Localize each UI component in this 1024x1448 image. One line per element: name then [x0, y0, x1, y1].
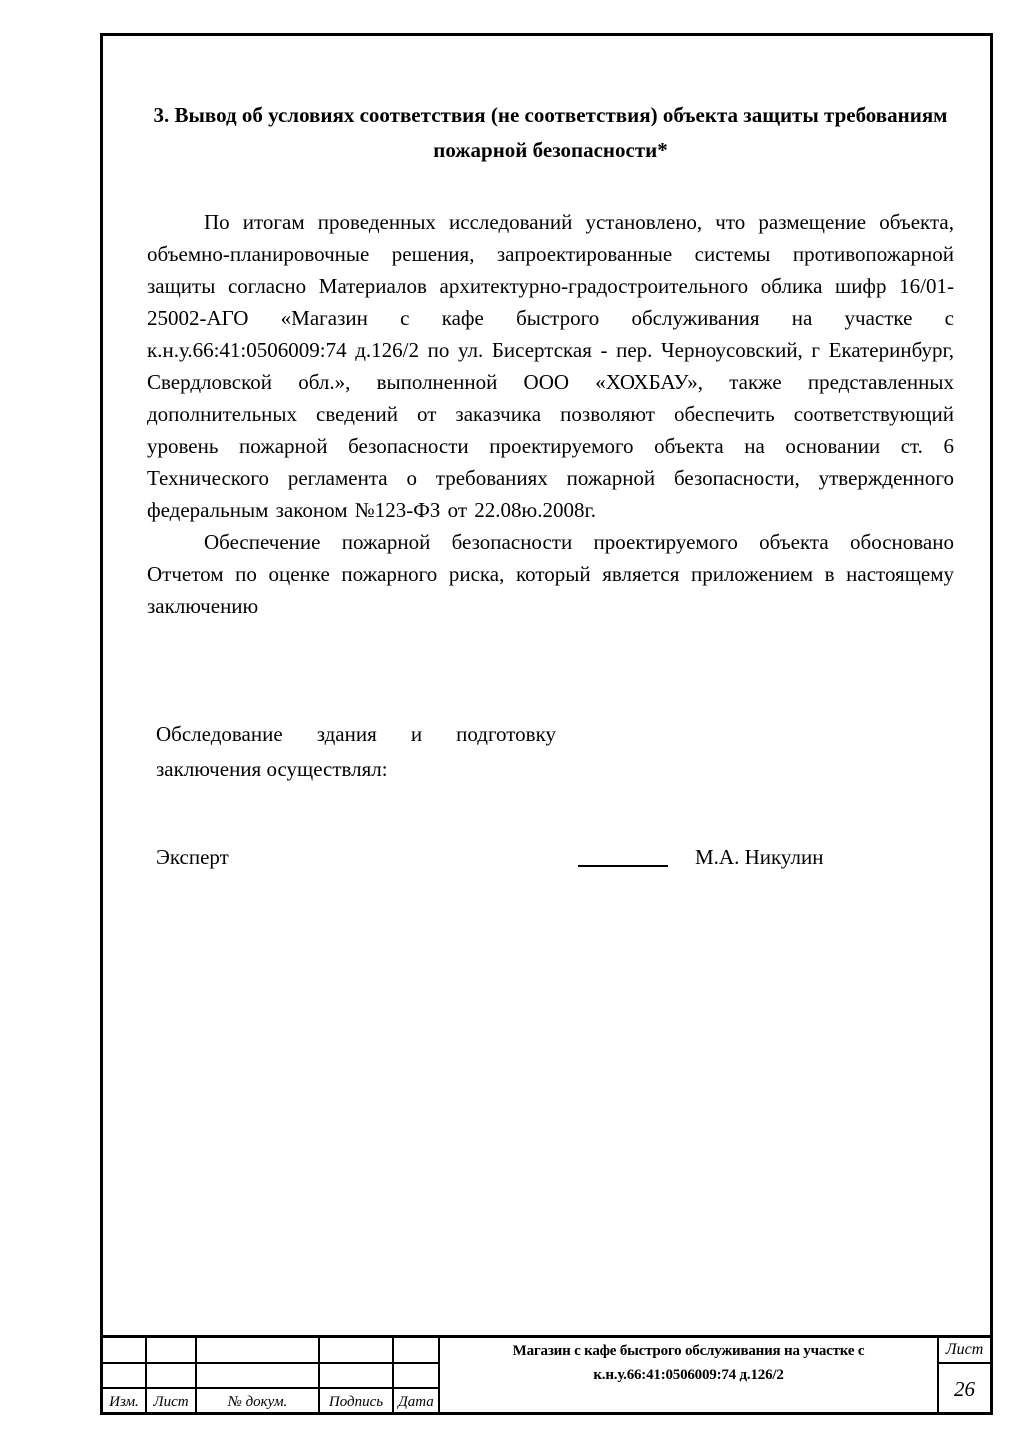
body-paragraph-1: По итогам проведенных исследований установлено, что размещение объекта, объемно-планировочные решения, запроектированные системы противопожарной защиты согласно Материалов архитектурно-градостроительного облика шифр 16/01-25002-АГО «Магазин с кафе быстрого обслуживания на участке с к.н.у.66:41:0506009:74 д.126/2 по ул. Бисертская - пер. Черноусовский, г Екатеринбург, Свердловской обл.», выполненной ООО «ХОХБАУ», также представленных дополнительных сведений от заказчика позволяют обеспечить соответствующий уровень пожарной безопасности проектируемого объекта на основании ст. 6 Технического регламента о требованиях пожарной безопасности, утвержденного федеральным законом №123-ФЗ от 22.08ю.2008г.: [147, 210, 954, 522]
page-border-frame: [100, 33, 993, 1415]
signature-line: [578, 865, 668, 867]
titleblock-col-docnum: № докум.: [197, 1389, 320, 1415]
titleblock-col-list: Лист: [147, 1389, 197, 1415]
title-block-table: [103, 1335, 990, 1412]
titleblock-col-izm: Изм.: [103, 1389, 147, 1415]
page-content: [103, 36, 990, 887]
signature-name: М.А. Никулин: [695, 845, 824, 869]
body-paragraph-2: Обеспечение пожарной безопасности проектируемого объекта обосновано Отчетом по оценке пожарного риска, который является приложением в настоящему заключению: [147, 530, 954, 618]
signature-intro: Обследование здания и подготовку заключения осуществлял:: [156, 722, 556, 781]
section-heading: 3. Вывод об условиях соответствия (не соответствия) объекта защиты требованиям пожарной безопасности*: [153, 103, 948, 162]
titleblock-empty-cell: [147, 1364, 197, 1389]
signature-row: [147, 845, 954, 887]
titleblock-col-podpis: Подпись: [320, 1389, 394, 1415]
titleblock-empty-cell: [103, 1338, 147, 1364]
titleblock-document-title: Магазин с кафе быстрого обслуживания на участке с к.н.у.66:41:0506009:74 д.126/2: [440, 1338, 939, 1415]
titleblock-empty-cell: [320, 1364, 394, 1389]
signature-role: Эксперт: [156, 845, 229, 869]
titleblock-empty-cell: [320, 1338, 394, 1364]
titleblock-col-data: Дата: [394, 1389, 440, 1415]
titleblock-empty-cell: [394, 1338, 440, 1364]
titleblock-empty-cell: [147, 1338, 197, 1364]
titleblock-empty-cell: [103, 1364, 147, 1389]
titleblock-empty-cell: [394, 1364, 440, 1389]
titleblock-empty-cell: [197, 1364, 320, 1389]
titleblock-sheet-label: Лист: [939, 1338, 990, 1364]
titleblock-empty-cell: [197, 1338, 320, 1364]
titleblock-sheet-number: 26: [954, 1377, 975, 1401]
